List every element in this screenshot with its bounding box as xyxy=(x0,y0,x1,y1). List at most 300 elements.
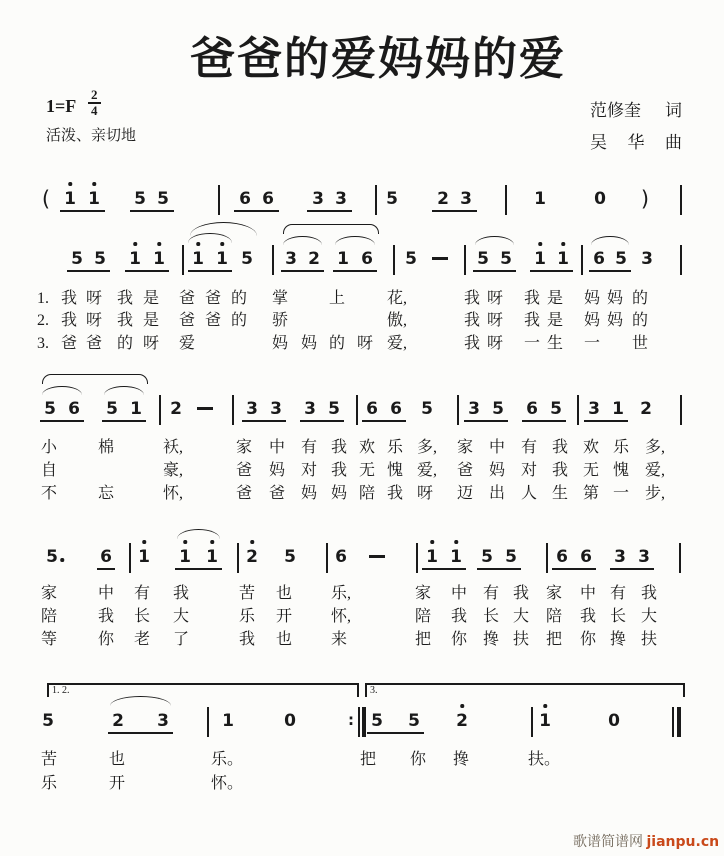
note: 3 xyxy=(270,399,282,419)
barline xyxy=(577,395,579,425)
lyric-syllable: 我 xyxy=(98,608,115,625)
lyric-syllable: 呀 xyxy=(86,312,103,329)
lyric-syllable: 中 xyxy=(489,439,506,456)
note: 6 xyxy=(361,249,373,269)
lyric-syllable: 等 xyxy=(41,631,58,648)
lyric-syllable: 呀 xyxy=(487,335,504,352)
note: 5 xyxy=(71,249,83,269)
octave-dot xyxy=(92,182,96,186)
lyric-syllable: 陪 xyxy=(359,485,376,502)
note: 1 xyxy=(192,249,204,269)
barline xyxy=(218,185,220,215)
note: 3 xyxy=(335,189,347,209)
lyric-syllable: 扶。 xyxy=(528,751,561,768)
lyric-syllable: 乐 xyxy=(41,775,58,792)
parenthesis: ) xyxy=(640,187,650,211)
lyric-syllable: 的 xyxy=(329,335,346,352)
lyric-syllable: 爸 xyxy=(236,462,253,479)
lyric-syllable: 爱, xyxy=(417,462,438,479)
lyric-syllable: 妈 xyxy=(301,485,318,502)
octave-dot xyxy=(543,704,547,708)
note: 5 xyxy=(44,399,56,419)
lyric-syllable: 我 xyxy=(552,462,569,479)
eighth-beam xyxy=(281,270,324,272)
repeat-barline xyxy=(362,707,366,737)
lyric-syllable: 我 xyxy=(580,608,597,625)
lyric-syllable: 我 xyxy=(464,312,481,329)
note: 5 xyxy=(371,711,383,731)
note: 5 xyxy=(134,189,146,209)
note: 6 xyxy=(262,189,274,209)
slur xyxy=(335,236,375,245)
barline xyxy=(581,245,583,275)
barline xyxy=(393,245,395,275)
octave-dot xyxy=(561,242,565,246)
lyric-syllable: 我 xyxy=(117,312,134,329)
eighth-beam xyxy=(362,420,406,422)
lyric-syllable: 家 xyxy=(415,585,432,602)
lyric-syllable: 是 xyxy=(547,312,564,329)
lyric-syllable: 爸 xyxy=(179,312,196,329)
note: 6 xyxy=(239,189,251,209)
note: 3 xyxy=(312,189,324,209)
lyric-syllable: 棉 xyxy=(98,439,115,456)
lyric-syllable: 第 xyxy=(583,485,600,502)
slur xyxy=(104,386,144,395)
lyric-syllable: 我 xyxy=(61,290,78,307)
barline xyxy=(159,395,161,425)
lyric-syllable: 陪 xyxy=(41,608,58,625)
lyric-syllable: 我 xyxy=(464,335,481,352)
eighth-beam xyxy=(60,210,105,212)
lyric-syllable: 是 xyxy=(547,290,564,307)
lyric-syllable: 有 xyxy=(134,585,151,602)
note: 1 xyxy=(612,399,624,419)
barline xyxy=(679,543,681,573)
note: 2 xyxy=(308,249,320,269)
octave-dot xyxy=(133,242,137,246)
lyric-syllable: 你 xyxy=(410,751,427,768)
slur xyxy=(591,236,629,245)
lyricist-role: 词 xyxy=(665,101,682,120)
note: 6 xyxy=(593,249,605,269)
lyric-syllable: 多, xyxy=(417,439,438,456)
note: 3 xyxy=(638,547,650,567)
note: 6 xyxy=(366,399,378,419)
note: 6 xyxy=(390,399,402,419)
volta-label: 1. 2. xyxy=(52,685,70,696)
lyric-syllable: 怀。 xyxy=(211,775,244,792)
volta-label: 3. xyxy=(370,685,378,696)
volta-bracket xyxy=(365,683,685,697)
lyric-syllable: 我 xyxy=(451,608,468,625)
lyric-syllable: 乐 xyxy=(613,439,630,456)
watermark-url: jianpu.cn xyxy=(646,834,720,850)
lyric-syllable: 无 xyxy=(583,462,600,479)
lyric-syllable: 也 xyxy=(276,631,293,648)
barline xyxy=(356,395,358,425)
lyric-syllable: 乐。 xyxy=(211,751,244,768)
octave-dot xyxy=(157,242,161,246)
barline xyxy=(464,245,466,275)
lyric-syllable: 是 xyxy=(143,312,160,329)
eighth-beam xyxy=(125,270,169,272)
lyric-syllable: 搀 xyxy=(610,631,627,648)
lyric-syllable: 妈 xyxy=(489,462,506,479)
octave-dot xyxy=(142,540,146,544)
note: 3 xyxy=(157,711,169,731)
eighth-beam xyxy=(367,732,424,734)
half-note-dash xyxy=(369,555,385,558)
lyric-syllable: 了 xyxy=(173,631,190,648)
lyric-syllable: 生 xyxy=(547,335,564,352)
lyric-syllable: 你 xyxy=(98,631,115,648)
note: 1 xyxy=(64,189,76,209)
eighth-beam xyxy=(422,568,466,570)
lyric-syllable: 大 xyxy=(513,608,530,625)
lyric-syllable: 妈 xyxy=(272,335,289,352)
eighth-beam xyxy=(473,270,516,272)
page-title: 爸爸的爱妈妈的爱 xyxy=(189,34,567,84)
time-signature-numerator: 2 xyxy=(88,88,101,104)
lyric-syllable: 我 xyxy=(464,290,481,307)
note: 2 xyxy=(170,399,182,419)
credit-composer xyxy=(590,128,682,153)
barline xyxy=(680,185,682,215)
lyric-syllable: 小 xyxy=(41,439,58,456)
lyric-syllable: 豪, xyxy=(163,462,184,479)
eighth-beam xyxy=(464,420,508,422)
lyric-syllable: 一 xyxy=(524,335,541,352)
lyric-syllable: 3. xyxy=(37,335,49,352)
lyric-syllable: 人 xyxy=(521,485,538,502)
barline xyxy=(237,543,239,573)
lyric-syllable: 爱, xyxy=(645,462,666,479)
lyric-syllable: 的 xyxy=(632,290,649,307)
lyric-syllable: 爸 xyxy=(269,485,286,502)
note: 3 xyxy=(641,249,653,269)
lyric-syllable: 2. xyxy=(37,312,49,329)
note: 6 xyxy=(100,547,112,567)
note: 5 xyxy=(550,399,562,419)
eighth-beam xyxy=(333,270,377,272)
lyric-syllable: 的 xyxy=(117,335,134,352)
lyric-syllable: 我 xyxy=(387,485,404,502)
lyric-syllable: 妈 xyxy=(584,312,601,329)
lyric-syllable: 一 xyxy=(584,335,601,352)
octave-dot xyxy=(460,704,464,708)
lyric-syllable: 愧 xyxy=(387,462,404,479)
parenthesis: ( xyxy=(41,187,51,211)
note: 1 xyxy=(130,399,142,419)
lyric-syllable: 骄 xyxy=(272,312,289,329)
note: 1 xyxy=(153,249,165,269)
lyric-syllable: 妈 xyxy=(301,335,318,352)
barline xyxy=(129,543,131,573)
lyric-syllable: 中 xyxy=(269,439,286,456)
octave-dot xyxy=(183,540,187,544)
eighth-beam xyxy=(552,568,596,570)
note: 1 xyxy=(426,547,438,567)
note: 5 xyxy=(284,547,296,567)
eighth-beam xyxy=(188,270,232,272)
lyric-syllable: 我 xyxy=(552,439,569,456)
slur xyxy=(42,386,82,395)
note: 6 xyxy=(335,547,347,567)
lyric-syllable: 乐, xyxy=(331,585,352,602)
slur xyxy=(475,236,514,245)
lyric-syllable: 你 xyxy=(451,631,468,648)
final-barline xyxy=(677,707,681,737)
lyric-syllable: 迈 xyxy=(457,485,474,502)
lyric-syllable: 大 xyxy=(641,608,658,625)
lyric-syllable: 傲, xyxy=(387,312,408,329)
eighth-beam xyxy=(242,420,286,422)
lyric-syllable: 妈 xyxy=(607,290,624,307)
note: 5 xyxy=(408,711,420,731)
lyric-syllable: 步, xyxy=(645,485,666,502)
lyric-syllable: 世 xyxy=(632,335,649,352)
lyric-syllable: 我 xyxy=(331,462,348,479)
lyric-syllable: 爱 xyxy=(179,335,196,352)
note: 6 xyxy=(580,547,592,567)
lyric-syllable: 搀 xyxy=(453,751,470,768)
note: 5 xyxy=(386,189,398,209)
eighth-beam xyxy=(530,270,573,272)
note: 5 xyxy=(500,249,512,269)
lyric-syllable: 呀 xyxy=(487,290,504,307)
note: 5 xyxy=(615,249,627,269)
credits xyxy=(590,96,682,160)
lyric-syllable: 妈 xyxy=(331,485,348,502)
lyric-syllable: 有 xyxy=(610,585,627,602)
eighth-beam xyxy=(522,420,566,422)
note: 1 xyxy=(534,189,546,209)
eighth-beam xyxy=(40,420,84,422)
note: 6 xyxy=(68,399,80,419)
note: 2 xyxy=(112,711,124,731)
lyric-syllable: 1. xyxy=(37,290,49,307)
note: 0 xyxy=(608,711,620,731)
lyric-syllable: 长 xyxy=(134,608,151,625)
lyric-syllable: 欢 xyxy=(583,439,600,456)
lyric-syllable: 我 xyxy=(331,439,348,456)
lyric-syllable: 大 xyxy=(173,608,190,625)
lyric-syllable: 怀, xyxy=(163,485,184,502)
note: 5 xyxy=(42,711,54,731)
final-barline xyxy=(672,707,674,737)
note: 5 xyxy=(421,399,433,419)
lyric-syllable: 无 xyxy=(359,462,376,479)
barline xyxy=(546,543,548,573)
lyric-syllable: 我 xyxy=(239,631,256,648)
lyric-syllable: 我 xyxy=(524,312,541,329)
lyric-syllable: 把 xyxy=(546,631,563,648)
lyric-syllable: 家 xyxy=(41,585,58,602)
barline xyxy=(505,185,507,215)
lyric-syllable: 呀 xyxy=(86,290,103,307)
lyric-syllable: 欢 xyxy=(359,439,376,456)
time-signature-denominator: 4 xyxy=(91,103,98,119)
octave-dot xyxy=(430,540,434,544)
lyric-syllable: 掌 xyxy=(272,290,289,307)
note: 0 xyxy=(284,711,296,731)
eighth-beam xyxy=(108,732,173,734)
note: 3 xyxy=(304,399,316,419)
lyric-syllable: 我 xyxy=(61,312,78,329)
barline xyxy=(457,395,459,425)
eighth-beam xyxy=(307,210,352,212)
lyric-syllable: 长 xyxy=(610,608,627,625)
lyric-syllable: 也 xyxy=(109,751,126,768)
lyric-syllable: 爸 xyxy=(457,462,474,479)
note: 0 xyxy=(594,189,606,209)
lyric-syllable: 是 xyxy=(143,290,160,307)
note: 5 xyxy=(94,249,106,269)
lyric-syllable: 我 xyxy=(173,585,190,602)
slur xyxy=(177,529,220,539)
lyric-syllable: 把 xyxy=(360,751,377,768)
lyric-syllable: 爸 xyxy=(179,290,196,307)
note: 5 xyxy=(481,547,493,567)
eighth-beam xyxy=(584,420,628,422)
note: 5 xyxy=(505,547,517,567)
watermark xyxy=(573,831,719,851)
slur xyxy=(283,236,322,245)
note: 5 xyxy=(157,189,169,209)
eighth-beam xyxy=(610,568,654,570)
eighth-beam xyxy=(175,568,222,570)
lyric-syllable: 有 xyxy=(301,439,318,456)
eighth-beam xyxy=(97,568,115,570)
eighth-beam xyxy=(432,210,477,212)
lyric-syllable: 愧 xyxy=(613,462,630,479)
lyric-syllable: 爸 xyxy=(236,485,253,502)
eighth-beam xyxy=(477,568,521,570)
note: 6 xyxy=(556,547,568,567)
lyric-syllable: 不 xyxy=(41,485,58,502)
eighth-beam xyxy=(589,270,631,272)
lyric-syllable: 对 xyxy=(301,462,318,479)
watermark-site: 歌谱简谱网 xyxy=(573,835,643,850)
lyric-syllable: 乐 xyxy=(387,439,404,456)
lyric-syllable: 中 xyxy=(451,585,468,602)
augmentation-dot xyxy=(60,558,64,562)
lyricist-name: 范修奎 xyxy=(590,101,641,120)
lyric-syllable: 袄, xyxy=(163,439,184,456)
lyric-syllable: 陪 xyxy=(415,608,432,625)
lyric-syllable: 家 xyxy=(236,439,253,456)
note: 3 xyxy=(588,399,600,419)
note: 1 xyxy=(206,547,218,567)
note: 2 xyxy=(246,547,258,567)
lyric-syllable: 爸 xyxy=(205,312,222,329)
repeat-colon: : xyxy=(348,711,354,729)
note: 5 xyxy=(241,249,253,269)
lyric-syllable: 一 xyxy=(613,485,630,502)
lyric-syllable: 妈 xyxy=(607,312,624,329)
octave-dot xyxy=(454,540,458,544)
lyric-syllable: 开 xyxy=(109,775,126,792)
lyric-syllable: 呀 xyxy=(487,312,504,329)
lyric-syllable: 对 xyxy=(521,462,538,479)
lyric-syllable: 我 xyxy=(641,585,658,602)
barline xyxy=(232,395,234,425)
lyric-syllable: 呀 xyxy=(417,485,434,502)
note: 1 xyxy=(337,249,349,269)
lyric-syllable: 怀, xyxy=(331,608,352,625)
note: 3 xyxy=(246,399,258,419)
slur xyxy=(190,222,257,236)
lyric-syllable: 长 xyxy=(483,608,500,625)
note: 6 xyxy=(526,399,538,419)
key-signature: 1=F xyxy=(46,96,77,116)
lyric-syllable: 陪 xyxy=(546,608,563,625)
lyric-syllable: 我 xyxy=(524,290,541,307)
composer-name-2: 华 xyxy=(627,133,645,152)
barline xyxy=(182,245,184,275)
note: 2 xyxy=(640,399,652,419)
slur xyxy=(110,696,171,706)
lyric-syllable: 爸 xyxy=(61,335,78,352)
eighth-beam xyxy=(130,210,174,212)
eighth-beam xyxy=(300,420,344,422)
lyric-syllable: 有 xyxy=(521,439,538,456)
lyric-syllable: 忘 xyxy=(98,485,115,502)
note: 1 xyxy=(534,249,546,269)
lyric-syllable: 我 xyxy=(117,290,134,307)
barline xyxy=(272,245,274,275)
lyric-syllable: 出 xyxy=(489,485,506,502)
lyric-syllable: 老 xyxy=(134,631,151,648)
half-note-dash xyxy=(197,407,213,410)
lyric-syllable: 生 xyxy=(552,485,569,502)
octave-dot xyxy=(250,540,254,544)
lyric-syllable: 呀 xyxy=(357,335,374,352)
note: 3 xyxy=(460,189,472,209)
composer-role: 曲 xyxy=(665,133,682,152)
note: 1 xyxy=(539,711,551,731)
note: 1 xyxy=(179,547,191,567)
slur xyxy=(42,374,148,384)
lyric-syllable: 家 xyxy=(546,585,563,602)
note: 1 xyxy=(557,249,569,269)
note: 5 xyxy=(405,249,417,269)
note: 1 xyxy=(450,547,462,567)
lyric-syllable: 有 xyxy=(483,585,500,602)
lyric-syllable: 来 xyxy=(331,631,348,648)
lyric-syllable: 你 xyxy=(580,631,597,648)
tempo-marking: 活泼、亲切地 xyxy=(46,128,137,144)
lyric-syllable: 爸 xyxy=(205,290,222,307)
lyric-syllable: 花, xyxy=(387,290,408,307)
lyric-syllable: 苦 xyxy=(239,585,256,602)
note: 1 xyxy=(216,249,228,269)
note: 2 xyxy=(456,711,468,731)
repeat-barline xyxy=(358,707,360,737)
lyric-syllable: 妈 xyxy=(584,290,601,307)
octave-dot xyxy=(68,182,72,186)
eighth-beam xyxy=(67,270,110,272)
credit-lyricist xyxy=(590,96,682,121)
slur xyxy=(283,224,379,234)
lyric-syllable: 自 xyxy=(41,462,58,479)
note: 5 xyxy=(328,399,340,419)
lyric-syllable: 上 xyxy=(329,290,346,307)
lyric-syllable: 呀 xyxy=(143,335,160,352)
note: 2 xyxy=(437,189,449,209)
lyric-syllable: 把 xyxy=(415,631,432,648)
